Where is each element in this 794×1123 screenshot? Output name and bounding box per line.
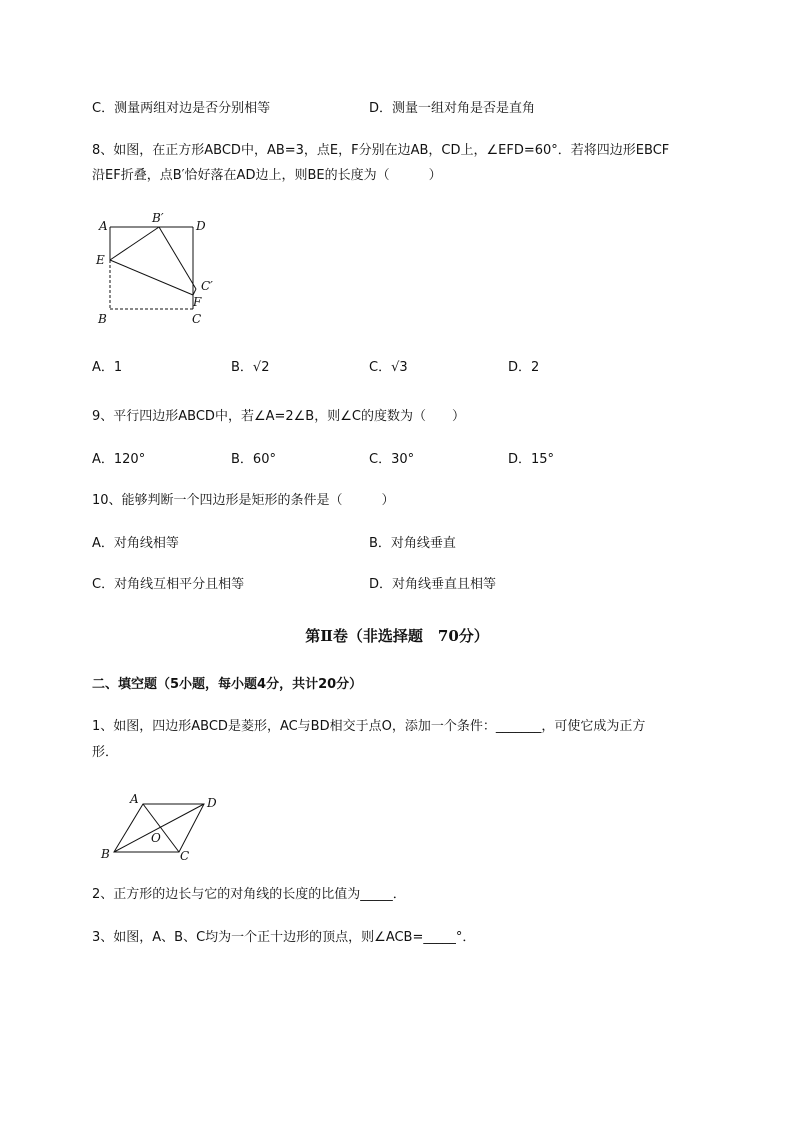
section2-heading: 二、填空题（5小题，每小题4分，共计20分） xyxy=(92,677,363,692)
fill1-line1: 1、如图，四边形ABCD是菱形，AC与BD相交于点O，添加一个条件：_______，可使它成为正方 xyxy=(92,719,646,734)
q8-stem-line1: 8、如图，在正方形ABCD中，AB=3，点E，F分别在边AB，CD上，∠EFD=60°．若将四边形EBCF xyxy=(92,143,670,158)
q8-edge-ef xyxy=(110,260,193,295)
q9-option-c: C．30° xyxy=(369,452,415,467)
q8-option-b: B．√2 xyxy=(231,360,270,375)
part2-title: 第Ⅱ卷（非选择题 70分） xyxy=(305,627,489,645)
fill1-line2: 形． xyxy=(92,745,119,760)
q8-stem-line2: 沿EF折叠，点B′恰好落在AD边上，则BE的长度为（ ） xyxy=(92,168,442,183)
q8-figure xyxy=(92,205,232,330)
fill1-label-c: C xyxy=(180,849,190,862)
diagonal-ac xyxy=(143,804,179,852)
q9-option-d: D．15° xyxy=(508,452,555,467)
q8-option-a: A．1 xyxy=(92,360,123,375)
q8-label-c1: C′ xyxy=(201,279,213,293)
q10-stem: 10、能够判断一个四边形是矩形的条件是（ ） xyxy=(92,493,395,508)
fill1-label-b: B xyxy=(101,847,110,861)
q7-option-d: D．测量一组对角是否是直角 xyxy=(369,101,536,116)
q10-option-a: A．对角线相等 xyxy=(92,536,179,551)
q8-label-f: F xyxy=(193,295,202,309)
fill3-stem: 3、如图，A、B、C均为一个正十边形的顶点，则∠ACB=_____°． xyxy=(92,930,476,945)
q8-label-e: E xyxy=(96,253,105,267)
q8-option-c: C．√3 xyxy=(369,360,408,375)
fill1-label-o: O xyxy=(151,831,161,845)
q8-option-d: D．2 xyxy=(508,360,540,375)
q8-label-c: C xyxy=(192,312,202,326)
q8-edge-eb1 xyxy=(110,227,159,260)
q8-label-d: D xyxy=(196,219,206,233)
q9-option-b: B．60° xyxy=(231,452,276,467)
fill1-figure xyxy=(98,790,228,862)
fill2-stem: 2、正方形的边长与它的对角线的长度的比值为_____． xyxy=(92,887,406,902)
q8-edge-b1c1 xyxy=(159,227,196,289)
q8-label-b: B xyxy=(98,312,107,326)
q10-option-b: B．对角线垂直 xyxy=(369,536,456,551)
q8-label-b1: B′ xyxy=(152,211,164,225)
q9-option-a: A．120° xyxy=(92,452,146,467)
q10-option-c: C．对角线互相平分且相等 xyxy=(92,577,245,592)
fill1-label-a: A xyxy=(130,792,139,806)
fill1-label-d: D xyxy=(207,796,217,810)
q7-option-c: C．测量两组对边是否分别相等 xyxy=(92,101,271,116)
q8-label-a: A xyxy=(99,219,108,233)
q10-option-d: D．对角线垂直且相等 xyxy=(369,577,497,592)
q9-stem: 9、平行四边形ABCD中，若∠A=2∠B，则∠C的度数为（ ） xyxy=(92,409,465,424)
